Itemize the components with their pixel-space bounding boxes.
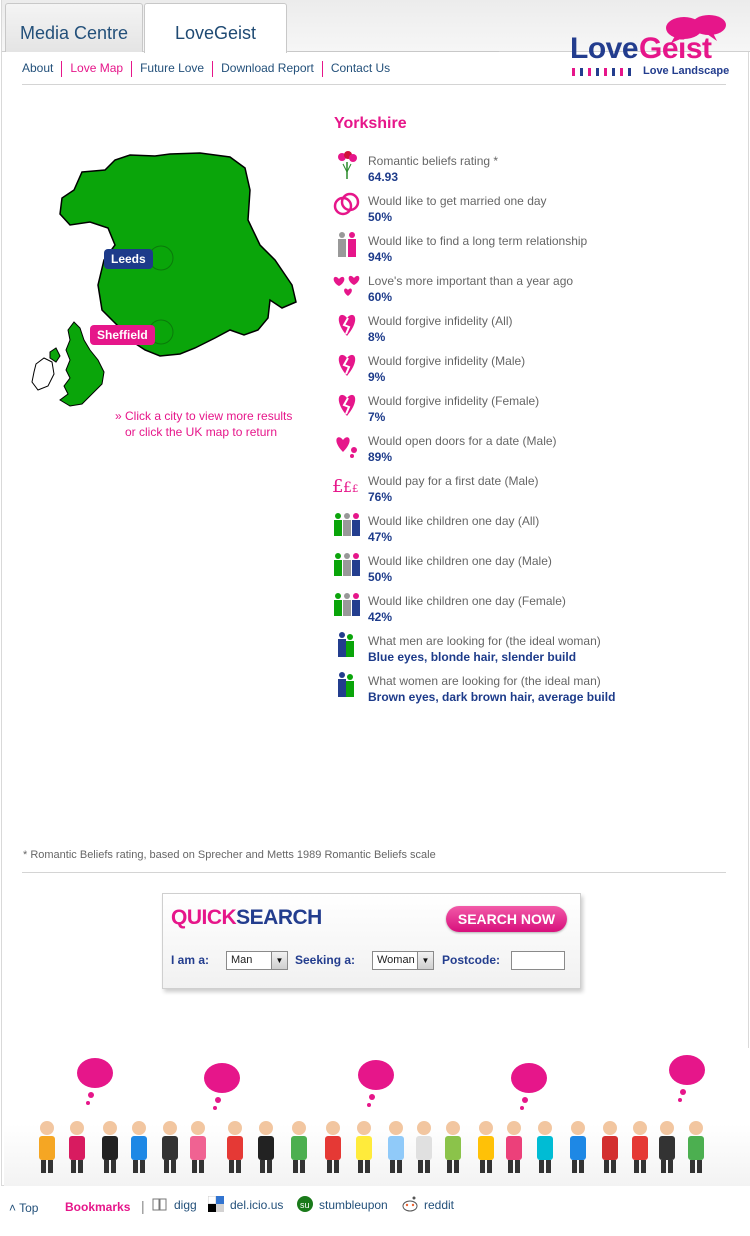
- pounds-icon: [332, 470, 362, 500]
- region-title: Yorkshire: [334, 115, 407, 132]
- stat-label: Would like children one day (Male): [368, 554, 552, 568]
- stat-label: Romantic beliefs rating *: [368, 154, 499, 168]
- svg-text:£: £: [332, 476, 344, 497]
- heart-door-icon: [332, 430, 362, 460]
- search-now-button[interactable]: SEARCH NOW: [446, 906, 567, 932]
- people-illustration: [4, 1048, 750, 1186]
- stumbleupon-link[interactable]: stumbleupon: [319, 1198, 388, 1212]
- person-figure: [602, 1121, 618, 1173]
- stat-value: 94%: [368, 250, 393, 264]
- stat-value: 47%: [368, 530, 393, 544]
- quicksearch-panel: [162, 893, 581, 989]
- quicksearch-title-search: SEARCH: [236, 906, 322, 929]
- stat-row: [332, 670, 632, 710]
- tab-divider: [288, 51, 499, 52]
- stat-label: Would pay for a first date (Male): [368, 474, 539, 488]
- family-icon: [332, 510, 362, 540]
- stat-row: [332, 430, 632, 470]
- stat-row: [332, 510, 632, 550]
- stat-value: 76%: [368, 490, 393, 504]
- yorkshire-map[interactable]: [30, 150, 320, 412]
- stumbleupon-icon[interactable]: [297, 1196, 313, 1212]
- broken-heart-icon: [332, 310, 362, 340]
- stat-row: [332, 590, 632, 630]
- stat-row: [332, 390, 632, 430]
- city-sheffield-label[interactable]: Sheffield: [90, 325, 155, 345]
- quicksearch-title: [171, 906, 322, 930]
- person-figure: [258, 1121, 274, 1173]
- stat-value: 42%: [368, 610, 393, 624]
- person-figure: [39, 1121, 55, 1173]
- stat-value: 89%: [368, 450, 393, 464]
- postcode-input[interactable]: [511, 951, 565, 970]
- stat-label: What women are looking for (the ideal man): [368, 674, 601, 688]
- page-frame: [1, 0, 749, 1186]
- iam-value: Man: [231, 954, 253, 966]
- stat-row: [332, 470, 632, 510]
- stat-value: 8%: [368, 330, 386, 344]
- lovegeist-logo[interactable]: [568, 14, 733, 80]
- nav-about[interactable]: About: [22, 61, 54, 75]
- person-figure: [506, 1121, 522, 1173]
- person-figure: [325, 1121, 341, 1173]
- family-icon: [332, 550, 362, 580]
- thought-bubble-icon: [669, 1055, 705, 1102]
- pair-icon: [332, 630, 362, 660]
- stat-row: [332, 270, 632, 310]
- bottom-bar: [0, 1192, 750, 1222]
- seeking-label: Seeking a:: [295, 953, 356, 967]
- thought-bubble-icon: [358, 1060, 394, 1107]
- thought-bubble-icon: [77, 1058, 113, 1105]
- stat-label: Would like children one day (Female): [368, 594, 566, 608]
- top-label: Top: [19, 1201, 39, 1215]
- svg-text:su: su: [300, 1200, 310, 1210]
- person-figure: [537, 1121, 553, 1173]
- stat-row: [332, 310, 632, 350]
- stat-value: 9%: [368, 370, 386, 384]
- stat-label: What men are looking for (the ideal woman): [368, 634, 601, 648]
- tab-media-centre[interactable]: Media Centre: [5, 3, 143, 52]
- iam-label: I am a:: [171, 953, 210, 967]
- stat-row: [332, 230, 632, 270]
- nav-future-love[interactable]: Future Love: [131, 61, 212, 77]
- header-divider: [22, 84, 726, 85]
- postcode-label: Postcode:: [442, 953, 501, 967]
- logo-word-love: Love: [570, 32, 639, 65]
- stat-row: [332, 550, 632, 590]
- main-nav: [22, 61, 398, 77]
- reddit-link[interactable]: reddit: [424, 1198, 455, 1212]
- stat-value: 60%: [368, 290, 393, 304]
- dropdown-arrow-icon: ▼: [271, 952, 287, 969]
- map-hint-line1: » Click a city to view more results: [115, 409, 293, 423]
- person-figure: [162, 1121, 178, 1173]
- dropdown-arrow-icon: ▼: [417, 952, 433, 969]
- person-figure: [131, 1121, 147, 1173]
- stat-label: Love's more important than a year ago: [368, 274, 574, 288]
- person-figure: [356, 1121, 372, 1173]
- footer-divider: [22, 872, 726, 873]
- tab-lovegeist[interactable]: LoveGeist: [144, 3, 287, 53]
- digg-link[interactable]: digg: [174, 1198, 197, 1212]
- map-hint-line2: or click the UK map to return: [125, 425, 278, 439]
- stat-value: Blue eyes, blonde hair, slender build: [368, 650, 577, 664]
- logo-tagline: Love Landscape: [643, 65, 730, 77]
- stat-value: Brown eyes, dark brown hair, average build: [368, 690, 616, 704]
- person-figure: [291, 1121, 307, 1173]
- iam-select[interactable]: [226, 951, 288, 970]
- person-figure: [388, 1121, 404, 1173]
- stat-row: [332, 150, 632, 190]
- stat-value: 7%: [368, 410, 386, 424]
- nav-contact-us[interactable]: Contact Us: [322, 61, 398, 77]
- person-figure: [102, 1121, 118, 1173]
- person-figure: [570, 1121, 586, 1173]
- stat-label: Would like to find a long term relationship: [368, 234, 588, 248]
- seeking-value: Woman: [377, 954, 415, 966]
- delicious-icon[interactable]: [208, 1196, 224, 1212]
- city-leeds-label[interactable]: Leeds: [104, 249, 153, 269]
- person-figure: [659, 1121, 675, 1173]
- stat-value: 64.93: [368, 170, 399, 184]
- person-figure: [227, 1121, 243, 1173]
- stat-label: Would forgive infidelity (Female): [368, 394, 540, 408]
- stat-label: Would forgive infidelity (Male): [368, 354, 526, 368]
- nav-download-report[interactable]: Download Report: [212, 61, 322, 77]
- thought-bubble-icon: [204, 1063, 240, 1110]
- digg-icon[interactable]: [152, 1196, 168, 1212]
- seeking-select[interactable]: [372, 951, 434, 970]
- broken-heart-icon: [332, 390, 362, 420]
- nav-love-map[interactable]: Love Map: [61, 61, 131, 77]
- logo-word-geist: Geist: [639, 32, 712, 65]
- thought-bubble-icon: [511, 1063, 547, 1110]
- stat-value: 50%: [368, 210, 393, 224]
- person-figure: [632, 1121, 648, 1173]
- stat-label: Would like to get married one day: [368, 194, 547, 208]
- bookmarks-divider: |: [141, 1198, 145, 1214]
- quicksearch-title-quick: QUICK: [171, 906, 237, 929]
- stat-value: 50%: [368, 570, 393, 584]
- footnote: * Romantic Beliefs rating, based on Sprecher and Metts 1989 Romantic Beliefs scale: [23, 849, 436, 861]
- bookmarks-label: Bookmarks: [65, 1200, 131, 1214]
- stats-list: [332, 150, 632, 710]
- stat-label: Would forgive infidelity (All): [368, 314, 513, 328]
- stat-row: [332, 630, 632, 670]
- reddit-icon[interactable]: [402, 1196, 418, 1212]
- family-icon: [332, 590, 362, 620]
- person-figure: [478, 1121, 494, 1173]
- svg-text:£: £: [343, 480, 352, 496]
- person-figure: [416, 1121, 432, 1173]
- stat-row: [332, 190, 632, 230]
- logo-people-icon: [572, 66, 642, 76]
- couple-icon: [332, 230, 362, 260]
- map-hint: [115, 408, 315, 440]
- person-figure: [190, 1121, 206, 1173]
- stat-label: Would like children one day (All): [368, 514, 540, 528]
- svg-text:£: £: [352, 484, 359, 495]
- roses-icon: [332, 150, 362, 180]
- hearts-icon: [332, 270, 362, 300]
- back-to-top-link[interactable]: ˄ Top: [9, 1201, 39, 1215]
- person-figure: [69, 1121, 85, 1173]
- delicious-link[interactable]: del.icio.us: [230, 1198, 284, 1212]
- pair-icon: [332, 670, 362, 700]
- rings-icon: [332, 190, 362, 220]
- person-figure: [445, 1121, 461, 1173]
- stat-row: [332, 350, 632, 390]
- stat-label: Would open doors for a date (Male): [368, 434, 557, 448]
- broken-heart-icon: [332, 350, 362, 380]
- person-figure: [688, 1121, 704, 1173]
